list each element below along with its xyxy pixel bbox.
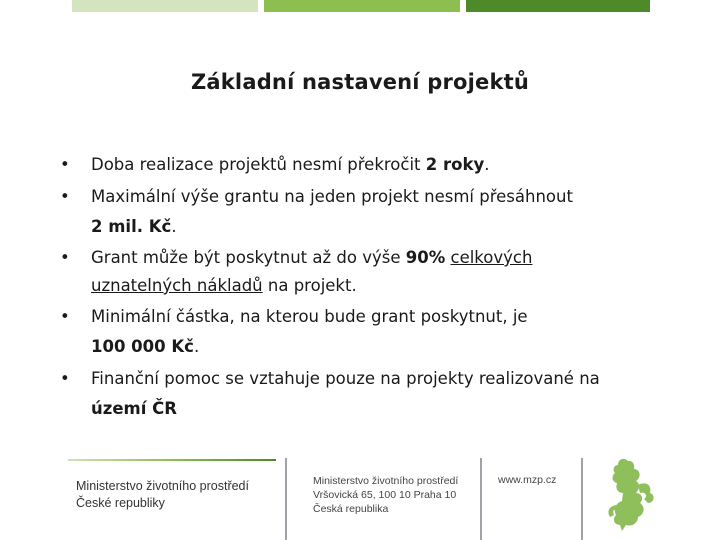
top-bar-light bbox=[72, 0, 258, 12]
bullet-list bbox=[60, 150, 680, 426]
bullet-icon: • bbox=[60, 155, 70, 174]
bullet-icon: • bbox=[60, 369, 70, 388]
czech-lion-icon bbox=[598, 455, 658, 533]
top-bar-dark bbox=[466, 0, 650, 12]
list-item: • Minimální částka, na kterou bude grant poskytnut, je 100 000 Kč. bbox=[60, 302, 680, 362]
top-bar-mid bbox=[264, 0, 460, 12]
page-title: Základní nastavení projektů bbox=[190, 70, 530, 94]
footer-divider bbox=[285, 458, 287, 540]
bullet-icon: • bbox=[60, 248, 70, 267]
footer-address: Ministerstvo životního prostředí Vršovická 65, 100 10 Praha 10 Česká republika bbox=[313, 475, 459, 515]
footer-website: www.mzp.cz bbox=[498, 474, 557, 486]
list-item: • Maximální výše grantu na jeden projekt nesmí přesáhnout 2 mil. Kč. bbox=[60, 182, 680, 242]
footer-divider bbox=[581, 458, 583, 540]
list-item: • Finanční pomoc se vztahuje pouze na projekty realizované na území ČR bbox=[60, 364, 680, 424]
bullet-icon: • bbox=[60, 187, 70, 206]
footer-accent-line bbox=[68, 459, 276, 461]
list-item: • Grant může být poskytnut až do výše 90% celkových uznatelných nákladů na projekt. bbox=[60, 244, 680, 300]
footer-organization: Ministerstvo životního prostředí České republiky bbox=[76, 479, 249, 510]
list-item: • Doba realizace projektů nesmí překročit 2 roky. bbox=[60, 150, 680, 180]
footer-divider bbox=[480, 458, 482, 540]
bullet-icon: • bbox=[60, 307, 70, 326]
